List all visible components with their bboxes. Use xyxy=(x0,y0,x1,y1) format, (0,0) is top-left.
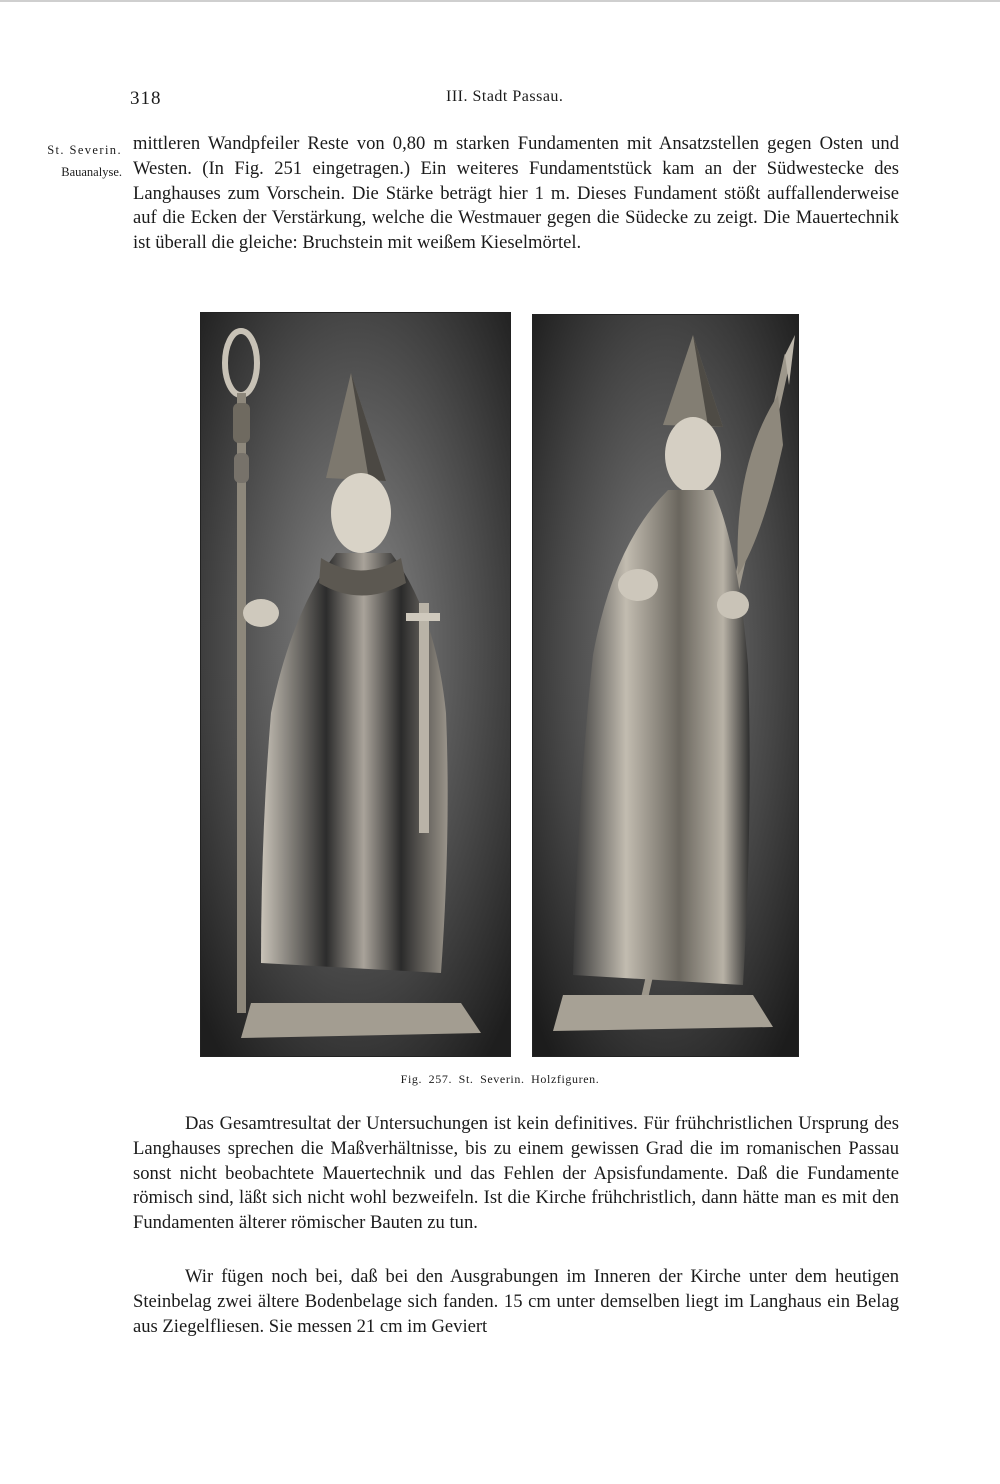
paragraph-3: Wir fügen noch bei, daß bei den Ausgrabungen im Inneren der Kirche unter dem heutigen Steinbelag zwei ältere Bodenbelage sich fanden. 15 cm unter demselben liegt im Langhaus ein Belag aus Ziegelfliesen. Sie messen 21 cm im Geviert xyxy=(133,1266,899,1337)
margin-note xyxy=(6,139,122,183)
bishop-crozier-illustration xyxy=(201,313,510,1056)
top-edge-rule xyxy=(0,0,1000,2)
running-title: III. Stadt Passau. xyxy=(446,88,564,105)
margin-note-line-2: Bauanalyse. xyxy=(61,165,122,179)
figure-caption: Fig. 257. St. Severin. Holzfiguren. xyxy=(400,1072,600,1086)
page-number: 318 xyxy=(130,88,162,109)
paragraph-2: Das Gesamtresultat der Untersuchungen ist kein definitives. Für frühchristlichen Ursprung des Langhauses sprechen die Maßverhältnisse, bis zu einem gewissen Grad die im romanischen Passau sonst nicht beobachtete Mauertechnik und das Fehlen der Apsisfundamente. Daß die Fundamente römisch sind, läßt sich nicht wohl bezweifeln. Ist die Kirche frühchristlich, dann hätte man es mit den Fundamenten älterer römischer Bauten zu tun. xyxy=(133,1113,899,1234)
figure-photo-bishop-with-crozier xyxy=(200,312,511,1057)
paragraph-1: mittleren Wandpfeiler Reste von 0,80 m starken Fundamenten mit Ansatzstellen gegen Osten und Westen. (In Fig. 251 eingetragen.) Ein weiteres Fundamentstück kam an der Südwestecke des Langhauses zum Vorschein. Die Stärke beträgt hier 1 m. Dieses Fundament stößt auffallenderweise auf die Ecken der Verstärkung, welche die Westmauer gegen die Südecke zu zeigt. Die Mauertechnik ist überall die gleiche: Bruchstein mit weißem Kieselmörtel. xyxy=(133,133,899,254)
bishop-banner-illustration xyxy=(533,315,798,1056)
margin-note-line-1: St. Severin. xyxy=(47,143,122,157)
figure-photo-bishop-with-banner xyxy=(532,314,799,1057)
